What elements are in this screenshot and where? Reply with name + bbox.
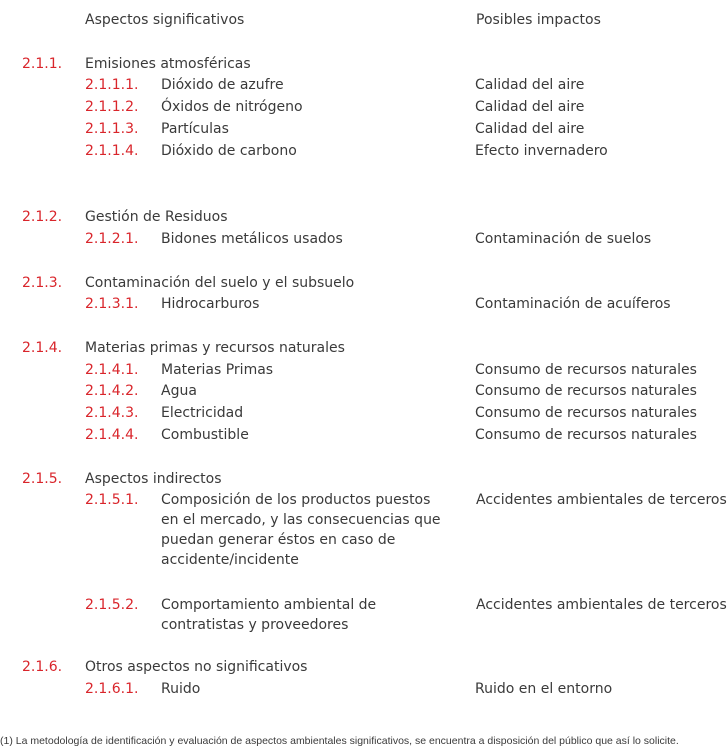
section-title: Materias primas y recursos naturales [85,340,345,356]
item-impact: Calidad del aire [475,99,585,115]
item-impact: Contaminación de acuíferos [475,296,671,312]
item-label: Materias Primas [161,362,274,378]
item-label: Dióxido de carbono [161,143,297,159]
section-number: 2.1.3. [22,275,63,291]
item-impact: Accidentes ambientales de terceros [476,597,727,613]
section-title: Gestión de Residuos [85,209,228,225]
header-impacts: Posibles impactos [476,12,601,28]
section-number: 2.1.5. [22,471,63,487]
section-number: 2.1.4. [22,340,63,356]
item-label: Composición de los productos puestos en el mercado, y las consecuencias que puedan generar éstos en caso de accidente/incidente [161,492,441,568]
item-impact: Calidad del aire [475,77,585,93]
item-impact: Contaminación de suelos [475,231,652,247]
item-number: 2.1.6.1. [85,681,139,697]
item-label: Bidones metálicos usados [161,231,343,247]
item-number: 2.1.5.1. [85,492,139,508]
item-impact: Consumo de recursos naturales [475,383,697,399]
section-number: 2.1.6. [22,659,63,675]
section-title: Aspectos indirectos [85,471,222,487]
item-number: 2.1.1.1. [85,77,139,93]
section-number: 2.1.1. [22,56,63,72]
item-label: Partículas [161,121,229,137]
header-aspects: Aspectos significativos [85,12,245,28]
item-number: 2.1.4.3. [85,405,139,421]
item-number: 2.1.4.4. [85,427,139,443]
item-label: Dióxido de azufre [161,77,284,93]
section-title: Contaminación del suelo y el subsuelo [85,275,355,291]
item-impact: Ruido en el entorno [475,681,613,697]
section-title: Emisiones atmosféricas [85,56,251,72]
item-label: Comportamiento ambiental de contratistas y proveedores [161,597,377,633]
section-number: 2.1.2. [22,209,63,225]
item-number: 2.1.1.2. [85,99,139,115]
item-impact: Accidentes ambientales de terceros [476,492,727,508]
item-number: 2.1.4.1. [85,362,139,378]
footnote: (1) La metodología de identificación y evaluación de aspectos ambientales significativos, se encuentra a disposición del público que así lo solicite. [0,735,679,747]
item-number: 2.1.3.1. [85,296,139,312]
item-impact: Efecto invernadero [475,143,608,159]
item-label: Ruido [161,681,201,697]
item-number: 2.1.2.1. [85,231,139,247]
item-label: Agua [161,383,197,399]
item-label: Electricidad [161,405,244,421]
item-number: 2.1.1.4. [85,143,139,159]
item-label: Hidrocarburos [161,296,260,312]
item-impact: Calidad del aire [475,121,585,137]
item-number: 2.1.4.2. [85,383,139,399]
item-impact: Consumo de recursos naturales [475,427,697,443]
section-title: Otros aspectos no significativos [85,659,308,675]
item-impact: Consumo de recursos naturales [475,405,697,421]
item-number: 2.1.5.2. [85,597,139,613]
item-label: Combustible [161,427,249,443]
item-label: Óxidos de nitrógeno [161,99,303,115]
item-impact: Consumo de recursos naturales [475,362,697,378]
item-number: 2.1.1.3. [85,121,139,137]
